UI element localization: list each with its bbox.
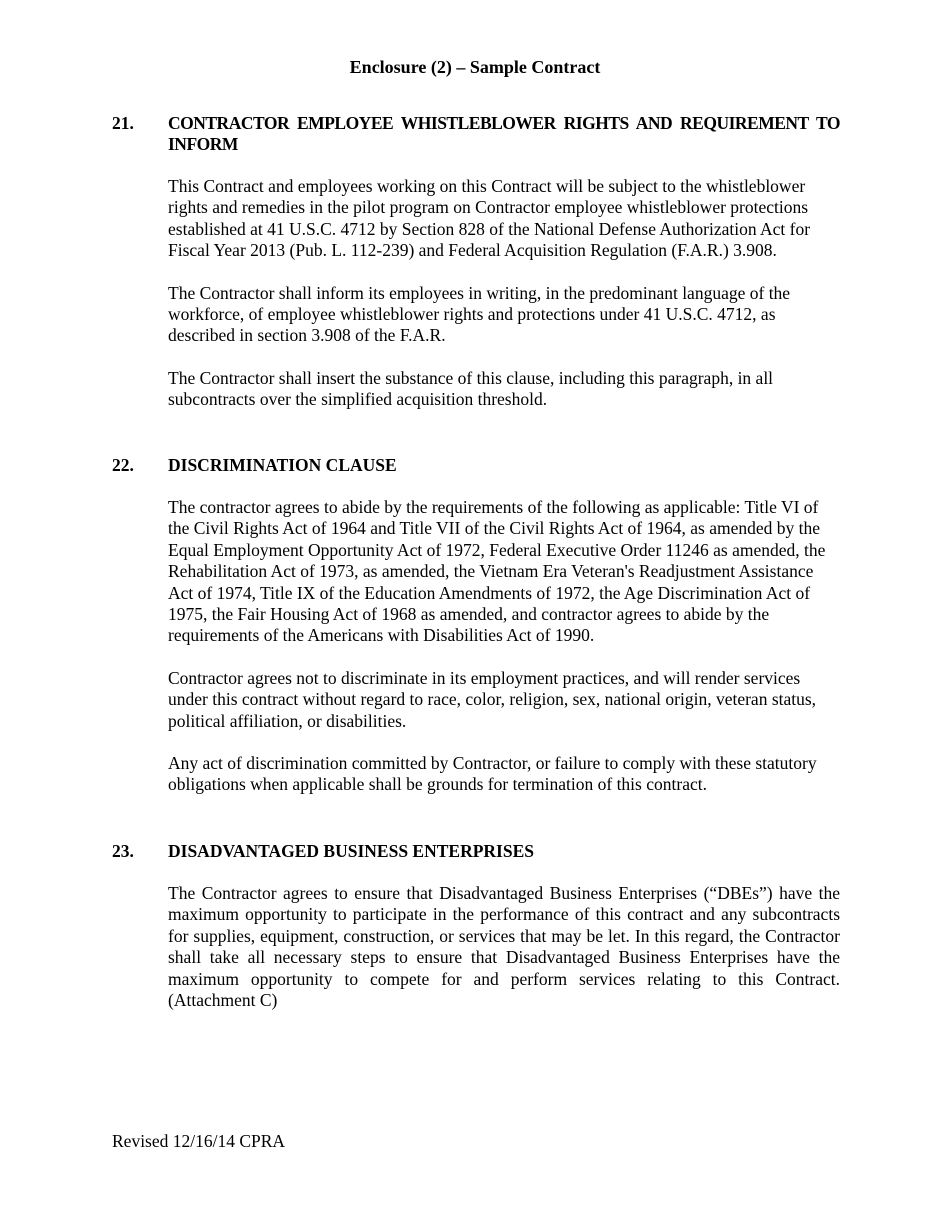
- section-paragraph: Any act of discrimination committed by Contractor, or failure to comply with these statutory obligations when applicable shall be grounds for termination of this contract.: [168, 753, 817, 795]
- section-paragraph: The Contractor shall inform its employees in writing, in the predominant language of the workforce, of employee whistleblower rights and protections under 41 U.S.C. 4712, as described in section 3.908 of the F.A.R.: [168, 282, 791, 346]
- section-heading: [112, 841, 840, 862]
- section-paragraph: The Contractor agrees to ensure that Disadvantaged Business Enterprises (“DBEs”) have the maximum opportunity to participate in the performance of this contract and any subcontracts for supplies, equipment, construction, or services that may be let. In this regard, the Contractor shall take all necessary steps to ensure that Disadvantaged Business Enterprises have the maximum opportunity to compete for and perform services relating to this Contract. (Attachment C): [168, 883, 840, 1011]
- section-paragraph: The contractor agrees to abide by the requirements of the following as applicable: Title VI of the Civil Rights Act of 1964 and Title VII of the Civil Rights Act of 1964, as amended by the Equal Employment Opportunity Act of 1972, Federal Executive Order 11246 as amended, the Rehabilitation Act of 1973, as amended, the Vietnam Era Veteran's Readjustment Assistance Act of 1974, Title IX of the Education Amendments of 1972, the Age Discrimination Act of 1975, the Fair Housing Act of 1968 as amended, and contractor agrees to abide by the requirements of the Americans with Disabilities Act of 1990.: [168, 497, 826, 646]
- revision-footer: Revised 12/16/14 CPRA: [112, 1131, 286, 1151]
- section-number: 23.: [112, 841, 134, 861]
- section-title: CONTRACTOR EMPLOYEE WHISTLEBLOWER RIGHTS AND REQUIREMENT TO INFORM: [168, 113, 840, 154]
- section-number: 22.: [112, 455, 134, 475]
- document-header: Enclosure (2) – Sample Contract: [349, 57, 601, 77]
- section-number: 21.: [112, 113, 134, 133]
- section-paragraph: Contractor agrees not to discriminate in its employment practices, and will render services under this contract without regard to race, color, religion, sex, national origin, veteran status, political affiliation, or disabilities.: [168, 667, 817, 731]
- section-paragraph: This Contract and employees working on this Contract will be subject to the whistleblower rights and remedies in the pilot program on Contractor employee whistleblower protections established at 41 U.S.C. 4712 by Section 828 of the National Defense Authorization Act for Fiscal Year 2013 (Pub. L. 112-239) and Federal Acquisition Regulation (F.A.R.) 3.908.: [168, 176, 811, 261]
- section-21: [112, 113, 840, 428]
- section-title: DISCRIMINATION CLAUSE: [168, 455, 397, 475]
- section-heading: [112, 113, 840, 155]
- section-22: [112, 455, 840, 813]
- section-23: [112, 841, 840, 1029]
- section-heading: [112, 455, 840, 476]
- section-title: DISADVANTAGED BUSINESS ENTERPRISES: [168, 841, 534, 861]
- section-paragraph: The Contractor shall insert the substance of this clause, including this paragraph, in all subcontracts over the simplified acquisition threshold.: [168, 367, 774, 410]
